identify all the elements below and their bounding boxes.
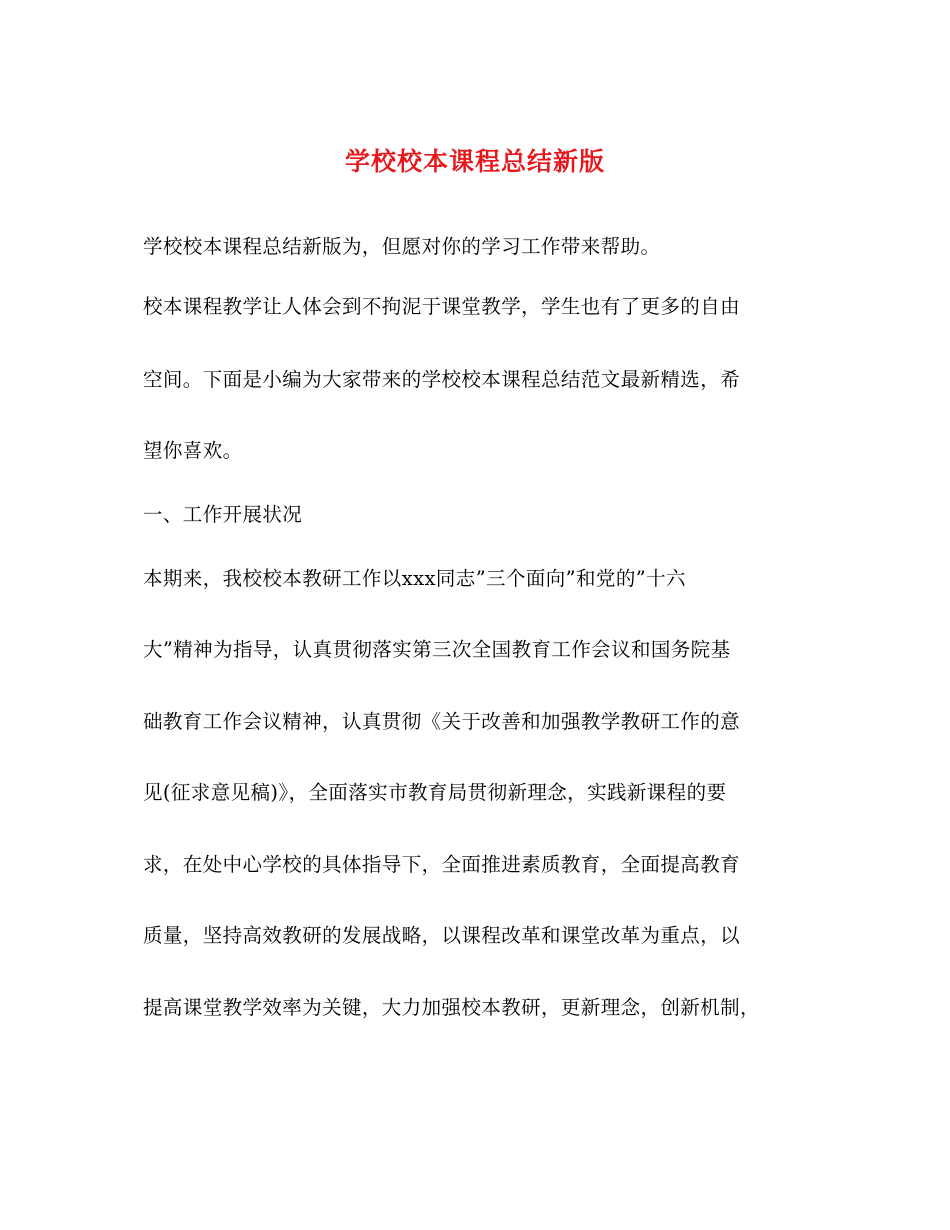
section-heading: 一、工作开展状况: [143, 503, 303, 526]
intro-line: 学校校本课程总结新版为，但愿对你的学习工作带来帮助。: [143, 235, 661, 258]
body-line: 校本课程教学让人体会到不拘泥于课堂教学，学生也有了更多的自由: [143, 295, 741, 318]
body-line: 求，在处中心学校的具体指导下，全面推进素质教育，全面提高教育: [143, 853, 741, 876]
body-line: 大”精神为指导，认真贯彻落实第三次全国教育工作会议和国务院基: [143, 638, 731, 661]
body-line: 本期来，我校校本教研工作以xxx同志”三个面向”和党的”十六: [143, 567, 686, 590]
body-line: 见(征求意见稿)》，全面落实市教育局贯彻新理念，实践新课程的要: [143, 781, 727, 804]
body-line: 础教育工作会议精神，认真贯彻《关于改善和加强教学教研工作的意: [143, 710, 741, 733]
body-line: 空间。下面是小编为大家带来的学校校本课程总结范文最新精选，希: [143, 368, 741, 391]
body-line: 望你喜欢。: [143, 439, 243, 462]
body-line: 质量，坚持高效教研的发展战略，以课程改革和课堂改革为重点，以: [143, 924, 741, 947]
body-line: 提高课堂教学效率为关键，大力加强校本教研，更新理念，创新机制，: [143, 996, 760, 1019]
document-title: 学校校本课程总结新版: [344, 147, 605, 176]
